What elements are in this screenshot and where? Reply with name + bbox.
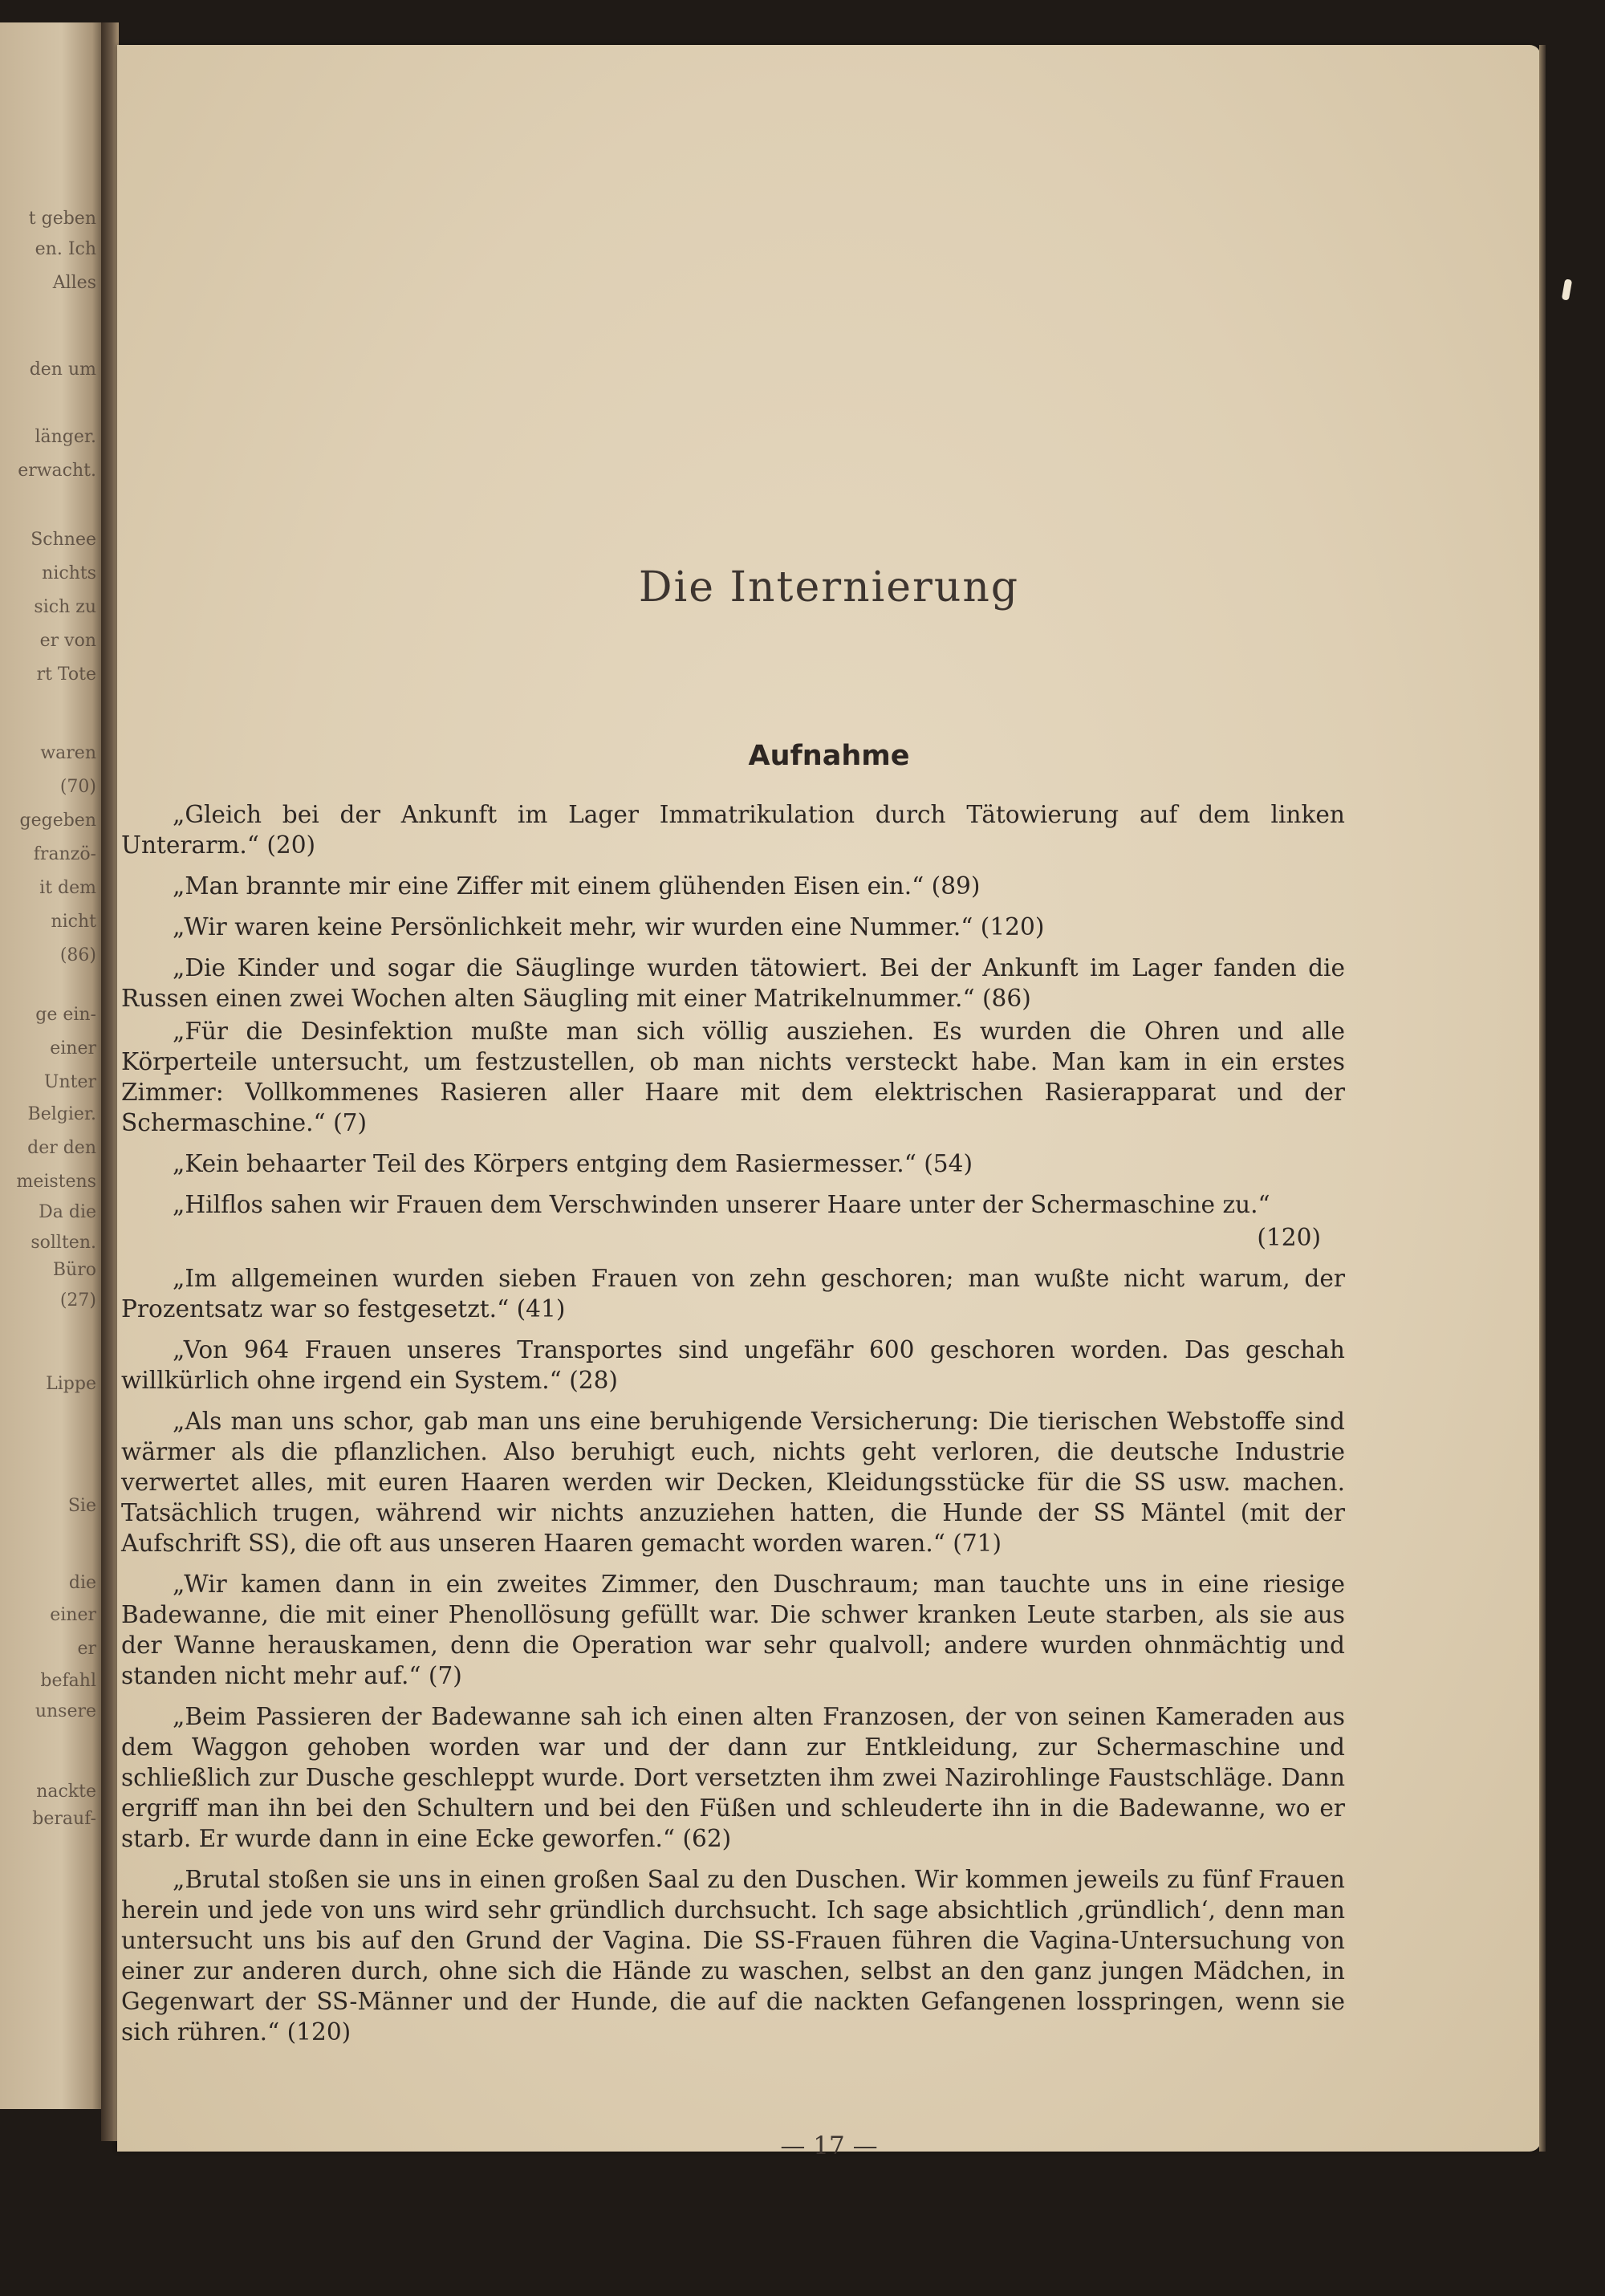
left-page-fragment: Schnee [30, 530, 96, 550]
left-page-fragment: Lippe [46, 1374, 96, 1394]
book-gutter [101, 22, 119, 2141]
left-page-fragment: Büro [52, 1260, 96, 1280]
left-page-fragment: waren [40, 743, 96, 763]
page-edge [1539, 45, 1546, 2152]
left-page-fragment: franzö- [33, 844, 96, 864]
left-page-fragment: einer [50, 1038, 96, 1059]
paragraph: „Beim Passieren der Badewanne sah ich einen alten Franzosen, der von seinen Kameraden aus dem Waggon gehoben worden war und der dann zur Entkleidung, zur Schermaschine und schließlich zur Dusche geschleppt wurde. Dort versetzten ihm zwei Nazirohlinge Faustschläge. Dann ergriff man ihn bei den Schultern und bei den Füßen und schleuderte ihn in die Badewanne, wo er starb. Er wurde dann in eine Ecke geworfen.“ (62) [121, 1703, 1345, 1852]
left-page-fragment: (27) [59, 1290, 96, 1311]
left-page-fragment: (70) [59, 777, 96, 797]
paragraph: „Hilflos sahen wir Frauen dem Verschwinden unserer Haare unter der Schermaschine zu.“ [173, 1191, 1270, 1218]
page-mark [1562, 278, 1572, 300]
paragraph: „Wir kamen dann in ein zweites Zimmer, den Duschraum; man tauchte uns in eine riesige Badewanne, die mit einer Phenollösung gefüllt war. Die schwer kranken Leute starben, als sie aus der Wanne herauskamen, denn die Operation war sehr qualvoll; andere wurden ohnmächtig und standen nicht mehr auf.“ (7) [121, 1571, 1345, 1689]
left-page-fragment: befahl [40, 1671, 96, 1691]
left-page-fragment: it dem [39, 878, 96, 898]
chapter-title: Die Internierung [638, 563, 1020, 612]
left-page-fragment: nichts [42, 563, 96, 583]
left-page-fragment: sollten. [30, 1233, 96, 1253]
paragraph: „Man brannte mir eine Ziffer mit einem glühenden Eisen ein.“ (89) [173, 872, 981, 900]
left-page-fragment: berauf- [32, 1809, 96, 1829]
page-number: — 17 — [780, 2131, 878, 2160]
paragraph: „Wir waren keine Persönlichkeit mehr, wir wurden eine Nummer.“ (120) [173, 913, 1045, 941]
paragraph: „Von 964 Frauen unseres Transportes sind ungefähr 600 geschoren worden. Das geschah willkürlich ohne irgend ein System.“ (28) [121, 1336, 1345, 1394]
left-page-fragment: länger. [35, 427, 96, 447]
left-page-fragment: den um [29, 360, 96, 380]
left-page-fragment: er von [39, 631, 96, 651]
left-page-fragment: Unter [43, 1072, 96, 1092]
left-page-fragment: Da die [39, 1202, 96, 1222]
paragraph: „Die Kinder und sogar die Säuglinge wurden tätowiert. Bei der Ankunft im Lager fanden die Russen einen zwei Wochen alten Säugling mit einer Matrikelnummer.“ (86) [121, 954, 1345, 1012]
left-page-fragment: sich zu [34, 597, 96, 617]
paragraph-citation: (120) [1257, 1224, 1321, 1251]
left-page-fragment: der den [27, 1138, 96, 1158]
body-text [121, 799, 1345, 2058]
paragraph: „Gleich bei der Ankunft im Lager Immatrikulation durch Tätowierung auf dem linken Unterarm.“ (20) [121, 801, 1345, 859]
left-page-fragment: en. Ich [35, 239, 96, 259]
left-page-fragment: Sie [67, 1496, 96, 1516]
book-page [117, 45, 1541, 2160]
section-title: Aufnahme [748, 740, 910, 772]
paragraph: „Im allgemeinen wurden sieben Frauen von zehn geschoren; man wußte nicht warum, der Prozentsatz war so festgesetzt.“ (41) [121, 1265, 1345, 1323]
paragraph: „Für die Desinfektion mußte man sich völlig ausziehen. Es wurden die Ohren und alle Körperteile untersucht, um festzustellen, ob man nichts versteckt habe. Man kam in ein erstes Zimmer: Vollkommenes Rasieren aller Haare mit dem elektrischen Rasierapparat und der Schermaschine.“ (7) [121, 1018, 1345, 1136]
left-page-fragment: (86) [59, 945, 96, 965]
left-page-fragment: meistens [16, 1172, 96, 1192]
left-page-fragment: einer [50, 1605, 96, 1625]
left-page-fragment: unsere [35, 1701, 96, 1721]
paragraph: „Kein behaarter Teil des Körpers entging dem Rasiermesser.“ (54) [173, 1150, 973, 1177]
left-page-fragment: Belgier. [27, 1104, 96, 1124]
left-page-fragment: ge ein- [35, 1005, 96, 1025]
left-page-fragment: nicht [51, 912, 96, 932]
left-page-fragment: rt Tote [36, 664, 96, 685]
paragraph: „Brutal stoßen sie uns in einen großen Saal zu den Duschen. Wir kommen jeweils zu fünf Frauen herein und jede von uns wird sehr gründlich durchsucht. Ich sage absichtlich ‚gründlich‘, denn man untersucht uns bis auf den Grund der Vagina. Die SS-Frauen führen die Vagina-Untersuchung von einer zur anderen durch, ohne sich die Hände zu waschen, selbst an den ganz jungen Mädchen, in Gegenwart der SS-Männer und der Hunde, die auf die nackten Gefangenen losspringen, wenn sie sich rühren.“ (120) [121, 1866, 1345, 2046]
left-page-fragment: t geben [28, 209, 96, 229]
left-page-fragment: Alles [52, 273, 96, 293]
left-page-fragment: erwacht. [18, 461, 96, 481]
left-page-fragment: die [68, 1573, 96, 1593]
left-page-edge [0, 22, 103, 2109]
left-page-fragment: gegeben [19, 811, 96, 831]
left-page-fragment: er [77, 1639, 96, 1659]
left-page-fragment: nackte [36, 1782, 96, 1802]
paragraph: „Als man uns schor, gab man uns eine beruhigende Versicherung: Die tierischen Webstoffe sind wärmer als die pflanzlichen. Also beruhigt euch, nichts geht verloren, die deutsche Industrie verwertet alles, mit euren Haaren werden wir Decken, Kleidungsstücke für die SS usw. machen. Tatsächlich trugen, während wir nichts anzuziehen hatten, die Hunde der SS Mäntel (mit der Aufschrift SS), die oft aus unseren Haaren gemacht worden waren.“ (71) [121, 1408, 1345, 1557]
